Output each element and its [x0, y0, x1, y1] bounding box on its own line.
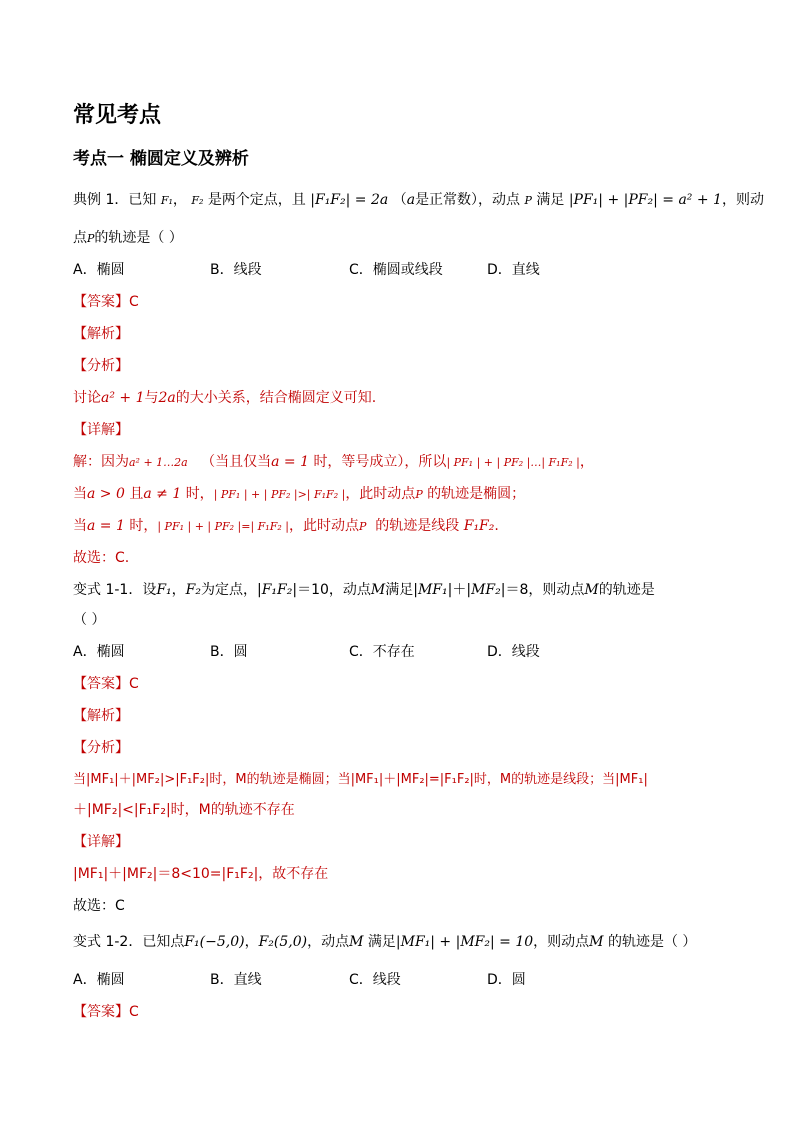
text: 的轨迹是: [598, 582, 655, 598]
text: 点: [73, 230, 87, 246]
example1-analysis-tag: 【解析】: [73, 326, 129, 342]
text: .: [494, 518, 499, 534]
example3-question: [73, 932, 696, 952]
text: 的轨迹是线段: [375, 518, 460, 534]
math-f2: F₂(5,0): [258, 934, 308, 950]
example1-final: 故选：C.: [73, 550, 130, 566]
text: 时，等号成立），所以: [313, 454, 447, 470]
example1-fenxi-tag: 【分析】: [73, 358, 129, 374]
math-expr: a = 1: [87, 518, 125, 534]
text: 的轨迹是（ ）: [607, 934, 697, 950]
option-b: B．线段: [210, 262, 262, 278]
text: 为定点，|: [200, 582, 262, 598]
text: 时，: [185, 486, 214, 502]
text: ，: [172, 192, 187, 208]
math-expr: a² + 1…2a: [129, 456, 188, 469]
text: ，: [171, 582, 186, 598]
option-c: C．线段: [349, 972, 401, 988]
text: 满足: [367, 934, 396, 950]
math-f1: F₁: [160, 194, 173, 207]
text: 的轨迹是（ ）: [94, 230, 183, 246]
math-expr: F₁F₂: [261, 582, 293, 598]
math-p: P: [358, 520, 367, 533]
math-a: a: [406, 192, 416, 208]
answer-tag: 【答案】: [73, 294, 129, 310]
text: 与: [144, 390, 159, 406]
text: ，则动点: [533, 934, 590, 950]
option-c: C．椭圆或线段: [349, 262, 443, 278]
example1-detail-tag: 【详解】: [73, 422, 129, 438]
example2-fenxi-line2: ＋|MF₂|<|F₁F₂|时，M的轨迹不存在: [73, 802, 295, 818]
text: 典例 1．已知: [73, 192, 157, 208]
text: 解：因为: [73, 454, 129, 470]
text: 且: [129, 486, 144, 502]
text: 变式 1-1．设: [73, 582, 157, 598]
page-title: 常见考点: [73, 103, 162, 128]
math-m: M: [349, 934, 364, 950]
text: ，则动: [721, 192, 764, 208]
math-expr: | PF₁ | + | PF₂ |>| F₁F₂ |: [213, 488, 346, 501]
example1-question-line2: [73, 228, 183, 249]
option-c: C．不存在: [349, 644, 415, 660]
text: |＝10，动点: [292, 582, 371, 598]
answer-value: C: [129, 294, 139, 310]
math-expr: a ≠ 1: [143, 486, 182, 502]
example1-question-line1: [73, 190, 764, 211]
math-p: P: [415, 488, 423, 501]
text: 变式 1-2．已知点: [73, 934, 185, 950]
math-m: M: [370, 582, 386, 598]
example2-final: 故选：C: [73, 898, 125, 914]
math-f1: F₁(−5,0): [184, 934, 245, 950]
option-a: A．椭圆: [73, 644, 125, 660]
math-expr: MF₂: [471, 582, 501, 598]
math-f1: F₁: [156, 582, 172, 598]
answer-value: C: [129, 676, 139, 692]
example1-options: [73, 260, 723, 280]
math-expr: 2a: [158, 390, 176, 406]
example2-fenxi-line1: 当|MF₁|＋|MF₂|>|F₁F₂|时，M的轨迹是椭圆；当|MF₁|＋|MF₂|=|F₁F₂|时，M的轨迹是线段；当|MF₁|: [73, 772, 648, 787]
math-expr: | PF₁ | + | PF₂ |…| F₁F₂ |: [446, 456, 580, 469]
math-condition: |F₁F₂| = 2a: [310, 192, 389, 208]
text: 讨论: [73, 390, 101, 406]
example2-question-line1: [73, 580, 655, 600]
math-expr: a = 1: [271, 454, 309, 470]
text: ，: [579, 454, 594, 470]
section-heading: 考点一 椭圆定义及辨析: [73, 149, 249, 169]
example1-detail-line1: [73, 452, 594, 473]
option-d: D．圆: [487, 972, 526, 988]
example2-options: [73, 642, 723, 662]
option-a: A．椭圆: [73, 262, 125, 278]
text: |＝8，则动点: [500, 582, 585, 598]
text: ，动点: [307, 934, 350, 950]
answer-tag: 【答案】: [73, 1004, 129, 1020]
option-b: B．圆: [210, 644, 248, 660]
option-a: A．椭圆: [73, 972, 125, 988]
math-expr: a > 0: [87, 486, 125, 502]
example2-detail-line: |MF₁|＋|MF₂|＝8<10=|F₁F₂|，故不存在: [73, 866, 329, 882]
text: 的大小关系，结合椭圆定义可知.: [175, 390, 377, 406]
text: （: [392, 192, 407, 208]
text: 满足|: [385, 582, 418, 598]
example1-detail-line2: [73, 484, 525, 505]
math-m: M: [589, 934, 604, 950]
text: 是两个定点，且: [207, 192, 306, 208]
text: ，此时动点: [345, 486, 416, 502]
math-expr: a² + 1: [101, 390, 145, 406]
math-expr: F₁F₂: [463, 518, 495, 534]
example2-fenxi-tag: 【分析】: [73, 740, 129, 756]
math-m: M: [584, 582, 599, 598]
math-p: P: [524, 194, 532, 207]
text: ，此时动点: [288, 518, 359, 534]
math-expr: MF₁: [417, 582, 448, 598]
math-p: P: [87, 232, 95, 245]
answer-value: C: [129, 1004, 139, 1020]
example2-analysis-tag: 【解析】: [73, 708, 129, 724]
option-d: D．直线: [487, 262, 540, 278]
example2-answer: [73, 674, 139, 694]
text: ，: [244, 934, 259, 950]
text: 当: [73, 486, 87, 502]
math-f2: F₂: [185, 582, 201, 598]
example1-fenxi-text: [73, 388, 376, 408]
option-b: B．直线: [210, 972, 262, 988]
text: （当且仅当: [201, 454, 272, 470]
example2-detail-tag: 【详解】: [73, 834, 129, 850]
text: 满足: [536, 192, 565, 208]
text: |＋|: [447, 582, 472, 598]
text: 是正常数），动点: [415, 192, 521, 208]
example3-answer: [73, 1002, 139, 1022]
option-d: D．线段: [487, 644, 540, 660]
example1-answer: [73, 292, 139, 312]
text: 的轨迹是椭圆；: [427, 486, 526, 502]
answer-tag: 【答案】: [73, 676, 129, 692]
example2-question-line2: （ ）: [73, 612, 106, 628]
text: 当: [73, 518, 87, 534]
math-condition: |MF₁| + |MF₂| = 10: [395, 934, 534, 950]
math-sum: |PF₁| + |PF₂| = a² + 1: [568, 192, 722, 208]
text: 时，: [129, 518, 158, 534]
example1-detail-line3: [73, 516, 499, 537]
math-f2: F₂: [191, 194, 204, 207]
math-expr: | PF₁ | + | PF₂ |=| F₁F₂ |: [157, 520, 289, 533]
example3-options: [73, 970, 723, 990]
